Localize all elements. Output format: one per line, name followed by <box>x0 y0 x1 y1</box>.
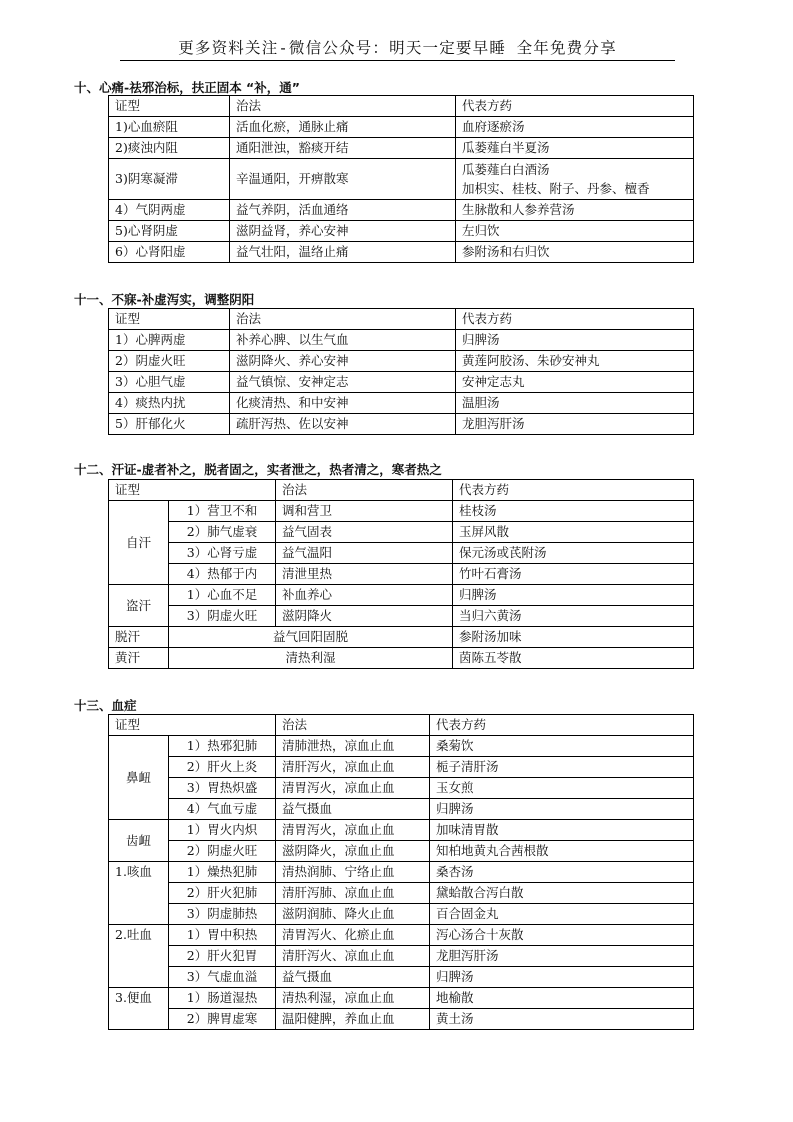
table-blood-syndromes <box>108 714 694 1030</box>
pattern-cell: 4）痰热内扰 <box>109 393 230 414</box>
group-label-hematemesis: 2.吐血 <box>109 925 169 988</box>
subtype-cell: 3）阴虚肺热 <box>169 904 276 925</box>
formula-cell: 茵陈五苓散 <box>453 648 694 669</box>
formula-cell: 桑杏汤 <box>430 862 694 883</box>
method-cell: 调和营卫 <box>276 501 453 522</box>
table-row <box>109 648 694 669</box>
method-cell: 清胃泻火，凉血止血 <box>276 778 430 799</box>
formula-cell: 百合固金丸 <box>430 904 694 925</box>
table-row <box>109 330 694 351</box>
formula-cell: 归脾汤 <box>430 967 694 988</box>
table-row <box>109 820 694 841</box>
table-row <box>109 778 694 799</box>
method-cell: 益气镇惊、安神定志 <box>230 372 456 393</box>
formula-cell: 归脾汤 <box>453 585 694 606</box>
table-row <box>109 414 694 435</box>
formula-cell: 竹叶石膏汤 <box>453 564 694 585</box>
group-label-gum-bleeding: 齿衄 <box>109 820 169 862</box>
formula-cell: 知柏地黄丸合茜根散 <box>430 841 694 862</box>
pattern-cell: 5）肝郁化火 <box>109 414 230 435</box>
method-cell: 滋阴益肾，养心安神 <box>230 221 456 242</box>
subtype-cell: 1）热邪犯肺 <box>169 736 276 757</box>
subtype-cell: 2）阴虚火旺 <box>169 841 276 862</box>
formula-cell: 归脾汤 <box>456 330 694 351</box>
table-row <box>109 117 694 138</box>
method-cell: 清肝泻火、凉血止血 <box>276 946 430 967</box>
header-cell: 证型 <box>109 480 276 501</box>
subtype-cell: 2）脾胃虚寒 <box>169 1009 276 1030</box>
pattern-cell: 3）心胆气虚 <box>109 372 230 393</box>
table-row <box>109 585 694 606</box>
group-label-hemoptysis: 1.咳血 <box>109 862 169 925</box>
method-cell: 补养心脾、以生气血 <box>230 330 456 351</box>
header-cell: 证型 <box>109 309 230 330</box>
formula-cell: 归脾汤 <box>430 799 694 820</box>
subtype-cell: 3）阴虚火旺 <box>169 606 276 627</box>
pattern-cell: 2)痰浊内阻 <box>109 138 230 159</box>
table-row <box>109 967 694 988</box>
formula-line-2: 加枳实、桂枝、附子、丹参、檀香 <box>462 181 650 196</box>
pattern-cell: 1）心脾两虚 <box>109 330 230 351</box>
method-cell: 益气回阳固脱 <box>169 627 453 648</box>
table-row <box>109 138 694 159</box>
method-cell: 清肺泄热，凉血止血 <box>276 736 430 757</box>
method-cell: 辛温通阳，开痹散寒 <box>230 159 456 200</box>
formula-cell: 安神定志丸 <box>456 372 694 393</box>
header-cell: 治法 <box>276 480 453 501</box>
formula-cell: 泻心汤合十灰散 <box>430 925 694 946</box>
method-cell: 活血化瘀，通脉止痛 <box>230 117 456 138</box>
table-header-row <box>109 715 694 736</box>
method-cell: 滋阴降火，凉血止血 <box>276 841 430 862</box>
subtype-cell: 3）气虚血溢 <box>169 967 276 988</box>
header-cell: 证型 <box>109 715 276 736</box>
table-row <box>109 1009 694 1030</box>
formula-cell: 生脉散和人参养营汤 <box>456 200 694 221</box>
table-row <box>109 925 694 946</box>
subtype-cell: 2）肺气虚衰 <box>169 522 276 543</box>
header-cell: 代表方药 <box>430 715 694 736</box>
formula-cell: 瓜蒌薤白半夏汤 <box>456 138 694 159</box>
method-cell: 补血养心 <box>276 585 453 606</box>
method-cell: 滋阴润肺、降火止血 <box>276 904 430 925</box>
table-row <box>109 501 694 522</box>
formula-cell: 保元汤或芪附汤 <box>453 543 694 564</box>
method-cell: 清热利湿 <box>169 648 453 669</box>
method-cell: 清热利湿，凉血止血 <box>276 988 430 1009</box>
formula-cell: 黛蛤散合泻白散 <box>430 883 694 904</box>
formula-cell: 加味清胃散 <box>430 820 694 841</box>
formula-line-1: 瓜蒌薤白白酒汤 <box>462 162 550 177</box>
method-cell: 益气摄血 <box>276 799 430 820</box>
table-row <box>109 736 694 757</box>
method-cell: 化痰清热、和中安神 <box>230 393 456 414</box>
header-cell: 治法 <box>276 715 430 736</box>
subtype-cell: 1）肠道湿热 <box>169 988 276 1009</box>
formula-cell: 当归六黄汤 <box>453 606 694 627</box>
header-cell: 治法 <box>230 96 456 117</box>
method-cell: 益气摄血 <box>276 967 430 988</box>
subtype-cell: 3）心肾亏虚 <box>169 543 276 564</box>
formula-cell <box>456 159 694 200</box>
formula-cell: 温胆汤 <box>456 393 694 414</box>
method-cell: 通阳泄浊，豁痰开结 <box>230 138 456 159</box>
pattern-cell: 6）心肾阳虚 <box>109 242 230 263</box>
subtype-cell: 1）燥热犯肺 <box>169 862 276 883</box>
method-cell: 清泄里热 <box>276 564 453 585</box>
formula-cell: 地榆散 <box>430 988 694 1009</box>
table-heart-pain <box>108 95 694 263</box>
table-row <box>109 862 694 883</box>
subtype-cell: 3）胃热炽盛 <box>169 778 276 799</box>
table-row <box>109 606 694 627</box>
subtype-cell: 1）胃火内炽 <box>169 820 276 841</box>
method-cell: 益气养阴，活血通络 <box>230 200 456 221</box>
table-row <box>109 242 694 263</box>
table-row <box>109 904 694 925</box>
formula-cell: 龙胆泻肝汤 <box>456 414 694 435</box>
method-cell: 清胃泻火、化瘀止血 <box>276 925 430 946</box>
table-row <box>109 221 694 242</box>
table-row <box>109 522 694 543</box>
formula-cell: 桂枝汤 <box>453 501 694 522</box>
table-row <box>109 946 694 967</box>
table-row <box>109 988 694 1009</box>
section-title-sweating: 十二、汗证-虚者补之，脱者固之，实者泄之，热者清之，寒者热之 <box>74 462 442 477</box>
header-cell: 代表方药 <box>456 309 694 330</box>
subtype-cell: 1）营卫不和 <box>169 501 276 522</box>
section-title-insomnia: 十一、不寐-补虚泻实，调整阴阳 <box>74 292 255 307</box>
group-label-tuohan: 脱汗 <box>109 627 169 648</box>
table-header-row <box>109 480 694 501</box>
formula-cell: 黄土汤 <box>430 1009 694 1030</box>
table-row <box>109 393 694 414</box>
method-cell: 清胃泻火，凉血止血 <box>276 820 430 841</box>
table-row <box>109 564 694 585</box>
subtype-cell: 4）气血亏虚 <box>169 799 276 820</box>
group-label-huanghan: 黄汗 <box>109 648 169 669</box>
section-title-blood-syndromes: 十三、血症 <box>74 698 137 713</box>
pattern-cell: 5)心肾阴虚 <box>109 221 230 242</box>
group-label-zihan: 自汗 <box>109 501 169 585</box>
table-row <box>109 799 694 820</box>
formula-cell: 玉女煎 <box>430 778 694 799</box>
table-insomnia <box>108 308 694 435</box>
method-cell: 益气温阳 <box>276 543 453 564</box>
formula-cell: 龙胆泻肝汤 <box>430 946 694 967</box>
pattern-cell: 4）气阴两虚 <box>109 200 230 221</box>
formula-cell: 参附汤和右归饮 <box>456 242 694 263</box>
method-cell: 温阳健脾，养血止血 <box>276 1009 430 1030</box>
page-header: 更多资料关注-微信公众号：明天一定要早睡 全年免费分享 <box>120 38 675 61</box>
subtype-cell: 1）胃中积热 <box>169 925 276 946</box>
formula-cell: 玉屏风散 <box>453 522 694 543</box>
formula-cell: 参附汤加味 <box>453 627 694 648</box>
section-title-heart-pain: 十、心痛-祛邪治标，扶正固本 “补，通” <box>74 80 300 95</box>
method-cell: 清肝泻火，凉血止血 <box>276 757 430 778</box>
table-row <box>109 200 694 221</box>
table-row <box>109 543 694 564</box>
table-row <box>109 159 694 200</box>
method-cell: 益气壮阳，温络止痛 <box>230 242 456 263</box>
header-cell: 代表方药 <box>456 96 694 117</box>
subtype-cell: 2）肝火上炎 <box>169 757 276 778</box>
table-row <box>109 883 694 904</box>
pattern-cell: 3)阴寒凝滞 <box>109 159 230 200</box>
formula-cell: 桑菊饮 <box>430 736 694 757</box>
group-label-daohan: 盗汗 <box>109 585 169 627</box>
subtype-cell: 2）肝火犯肺 <box>169 883 276 904</box>
header-cell: 治法 <box>230 309 456 330</box>
formula-cell: 血府逐瘀汤 <box>456 117 694 138</box>
table-row <box>109 351 694 372</box>
group-label-nosebleed: 鼻衄 <box>109 736 169 820</box>
table-row <box>109 372 694 393</box>
table-header-row <box>109 96 694 117</box>
header-cell: 代表方药 <box>453 480 694 501</box>
header-cell: 证型 <box>109 96 230 117</box>
method-cell: 清热润肺、宁络止血 <box>276 862 430 883</box>
subtype-cell: 4）热郁于内 <box>169 564 276 585</box>
method-cell: 益气固表 <box>276 522 453 543</box>
method-cell: 滋阴降火、养心安神 <box>230 351 456 372</box>
table-row <box>109 627 694 648</box>
method-cell: 清肝泻肺、凉血止血 <box>276 883 430 904</box>
table-row <box>109 841 694 862</box>
table-sweating <box>108 479 694 669</box>
formula-cell: 左归饮 <box>456 221 694 242</box>
formula-cell: 黄莲阿胶汤、朱砂安神丸 <box>456 351 694 372</box>
subtype-cell: 1）心血不足 <box>169 585 276 606</box>
table-header-row <box>109 309 694 330</box>
pattern-cell: 1)心血瘀阻 <box>109 117 230 138</box>
group-label-hematochezia: 3.便血 <box>109 988 169 1030</box>
method-cell: 疏肝泻热、佐以安神 <box>230 414 456 435</box>
subtype-cell: 2）肝火犯胃 <box>169 946 276 967</box>
formula-cell: 栀子清肝汤 <box>430 757 694 778</box>
pattern-cell: 2）阴虚火旺 <box>109 351 230 372</box>
table-row <box>109 757 694 778</box>
method-cell: 滋阴降火 <box>276 606 453 627</box>
